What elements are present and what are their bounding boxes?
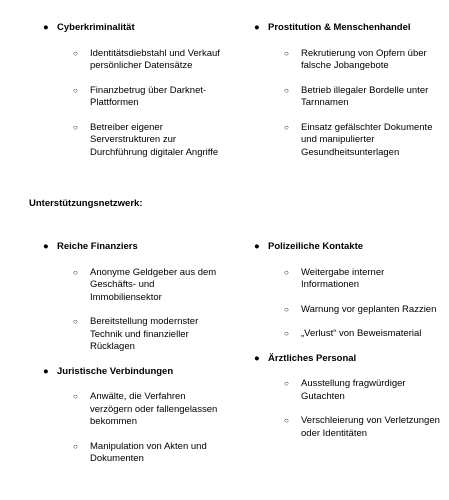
column-prostitution <box>241 22 441 159</box>
topic-legal: ● Juristische Verbindungen <box>43 365 174 377</box>
circle-bullet-icon: ○ <box>284 267 289 277</box>
list-item: ○ Betrieb illegaler Bordelle unter Tarnnamen <box>284 84 429 108</box>
bullet-icon: ● <box>254 22 260 33</box>
circle-bullet-icon: ○ <box>284 329 289 338</box>
circle-bullet-icon: ○ <box>73 441 78 451</box>
list-item: ○ Anonyme Geldgeber aus dem Geschäfts- und Immobiliensektor <box>73 266 217 303</box>
list-item: ○ Weitergabe interner Informationen <box>284 266 385 290</box>
circle-bullet-icon: ○ <box>284 304 289 314</box>
topic-police: ● Polizeiliche Kontakte <box>254 241 364 252</box>
section-heading: Unterstützungsnetzwerk: <box>29 198 143 209</box>
circle-bullet-icon: ○ <box>284 48 289 58</box>
bullet-icon: ● <box>43 365 49 377</box>
list-item: ○ Finanzbetrug über Darknet-Plattformen <box>73 84 207 108</box>
topic-financiers: ● Reiche Finanziers <box>43 241 138 252</box>
circle-bullet-icon: ○ <box>284 416 289 425</box>
circle-bullet-icon: ○ <box>73 48 78 58</box>
list-item: ○ Bereitstellung modernster Technik und finanzieller Rücklagen <box>73 316 199 352</box>
list-item: ○ Anwälte, die Verfahren verzögern oder fallengelassen bekommen <box>73 391 218 427</box>
column-cybercrime <box>30 22 220 159</box>
circle-bullet-icon: ○ <box>284 122 289 132</box>
circle-bullet-icon: ○ <box>73 85 78 95</box>
list-item: ○ Manipulation von Akten und Dokumenten <box>73 440 207 464</box>
circle-bullet-icon: ○ <box>73 392 78 401</box>
list-item: ○ Rekrutierung von Opfern über falsche Jobangebote <box>284 47 427 71</box>
list-item: ○ Verschleierung von Verletzungen oder Identitäten <box>284 415 440 439</box>
list-item: ○ Warnung vor geplanten Razzien <box>284 303 437 315</box>
circle-bullet-icon: ○ <box>284 379 289 388</box>
circle-bullet-icon: ○ <box>284 85 289 95</box>
topic-medical: ● Ärztliches Personal <box>254 352 357 364</box>
list-item: ○ Identitätsdiebstahl und Verkauf persönlicher Datensätze <box>73 47 220 71</box>
bullet-icon: ● <box>43 22 49 33</box>
bullet-icon: ● <box>43 241 49 252</box>
column-support-right <box>241 241 441 440</box>
column-support-left <box>30 241 220 466</box>
circle-bullet-icon: ○ <box>73 122 78 132</box>
list-item: ○ Ausstellung fragwürdiger Gutachten <box>284 378 406 402</box>
bullet-icon: ● <box>254 352 260 364</box>
topic-cybercrime: ● Cyberkriminalität <box>43 22 135 33</box>
list-item: ○ Betreiber eigener Serverstrukturen zur Durchführung digitaler Angriffe <box>73 121 219 158</box>
bullet-icon: ● <box>254 241 260 252</box>
list-item: ○ „Verlust“ von Beweismaterial <box>284 328 422 339</box>
topic-prostitution: ● Prostitution & Menschenhandel <box>254 22 411 33</box>
circle-bullet-icon: ○ <box>73 317 78 326</box>
circle-bullet-icon: ○ <box>73 267 78 277</box>
list-item: ○ Einsatz gefälschter Dokumente und manipulierter Gesundheitsunterlagen <box>284 121 433 158</box>
